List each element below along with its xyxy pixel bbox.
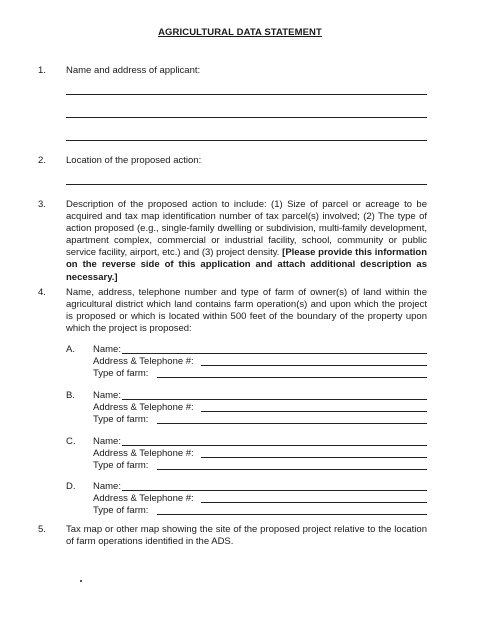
owner-c-farm-label: Type of farm: (93, 460, 149, 471)
owner-c-name-label: Name: (93, 436, 121, 447)
q3-note: [Please provide this information on the reverse side of this application and attach additional description as necessary.] (66, 247, 428, 283)
owner-b-address-field[interactable] (201, 411, 427, 412)
owner-a-address-field[interactable] (201, 365, 427, 366)
owner-d-address-label: Address & Telephone #: (93, 493, 194, 504)
q1-number: 1. (38, 65, 46, 76)
q3-number: 3. (38, 199, 46, 210)
applicant-line-3[interactable] (66, 140, 427, 141)
applicant-line-2[interactable] (66, 117, 427, 118)
owner-d-letter: D. (66, 481, 76, 492)
applicant-line-1[interactable] (66, 94, 427, 95)
owner-b-name-label: Name: (93, 390, 121, 401)
owner-b-address-label: Address & Telephone #: (93, 402, 194, 413)
owner-a-letter: A. (66, 344, 75, 355)
q2-number: 2. (38, 155, 46, 166)
owner-a-name-field[interactable] (122, 353, 427, 354)
q4-description: Name, address, telephone number and type of farm of owner(s) of land within the agricultural district which land contains farm operation(s) and upon which the project is proposed or which is located within 500 feet of the boundary of the property upon which the project is proposed: (66, 287, 427, 335)
scan-speck (80, 580, 82, 582)
owner-c-letter: C. (66, 436, 76, 447)
owner-c-address-label: Address & Telephone #: (93, 448, 194, 459)
owner-b-letter: B. (66, 390, 75, 401)
q5-number: 5. (38, 524, 46, 535)
form-title: AGRICULTURAL DATA STATEMENT (158, 27, 322, 38)
owner-c-farm-field[interactable] (157, 469, 427, 470)
q3-description: Description of the proposed action to include: (1) Size of parcel or acreage to be acquired and tax map identification number of tax parcel(s) involved; (2) The type of action proposed (e.g., single-family dwelling or subdivision, multi-family development, apartment complex, commercial or industrial facility, school, community or public service facility, airport, etc.) and (3) project density. (66, 199, 427, 259)
owner-b-farm-label: Type of farm: (93, 414, 149, 425)
q2-label: Location of the proposed action: (66, 155, 202, 166)
owner-c-name-field[interactable] (122, 445, 427, 446)
owner-b-farm-field[interactable] (157, 423, 427, 424)
owner-d-name-field[interactable] (122, 490, 427, 491)
owner-d-farm-label: Type of farm: (93, 505, 149, 516)
location-line[interactable] (66, 184, 427, 185)
q1-label: Name and address of applicant: (66, 65, 201, 76)
owner-a-farm-label: Type of farm: (93, 368, 149, 379)
q3-block (66, 199, 427, 284)
q4-number: 4. (38, 287, 46, 298)
owner-a-farm-field[interactable] (157, 377, 427, 378)
owner-d-address-field[interactable] (201, 502, 427, 503)
owner-b-name-field[interactable] (122, 399, 427, 400)
q5-description: Tax map or other map showing the site of the proposed project relative to the location of farm operations identified in the ADS. (66, 524, 427, 548)
owner-d-name-label: Name: (93, 481, 121, 492)
owner-d-farm-field[interactable] (157, 514, 427, 515)
owner-c-address-field[interactable] (201, 457, 427, 458)
owner-a-name-label: Name: (93, 344, 121, 355)
owner-a-address-label: Address & Telephone #: (93, 356, 194, 367)
